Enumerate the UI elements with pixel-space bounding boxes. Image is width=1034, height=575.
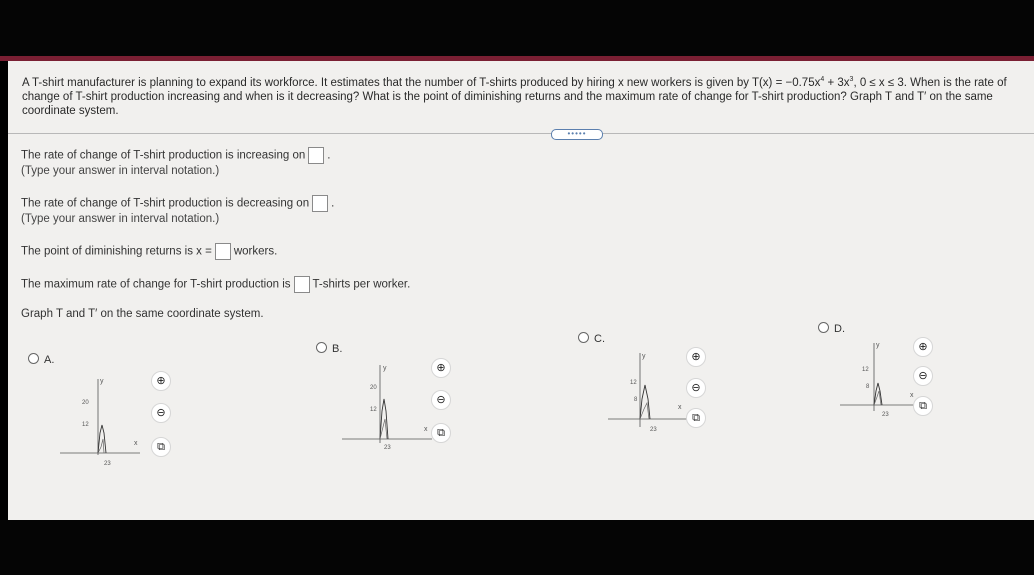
option-b-graph (336, 361, 446, 451)
option-b-zoom-out-icon[interactable]: ⊖ (431, 390, 451, 410)
option-a[interactable]: A. (28, 353, 54, 366)
option-a-graph (50, 373, 150, 468)
option-a-zoom-in-icon[interactable]: ⊕ (151, 371, 171, 391)
diminishing-returns-input[interactable] (215, 243, 231, 260)
option-c-zoom-out-icon[interactable]: ⊖ (686, 378, 706, 398)
option-a-x-tick: 23 (104, 461, 111, 467)
option-a-popout-icon[interactable]: ⧉ (151, 437, 171, 457)
increasing-hint: (Type your answer in interval notation.) (21, 165, 220, 177)
option-b-x-label: x (424, 426, 428, 433)
option-d[interactable]: D. (818, 322, 845, 335)
option-d-x-tick: 23 (882, 412, 889, 418)
option-a-radio[interactable] (28, 353, 39, 364)
increasing-interval-input[interactable] (308, 147, 324, 164)
decreasing-hint: (Type your answer in interval notation.) (21, 213, 220, 225)
expand-more-button[interactable]: ••••• (551, 129, 603, 140)
option-a-y-tick-1: 20 (82, 400, 89, 406)
graph-instruction: Graph T and T′ on the same coordinate system. (21, 308, 264, 320)
option-c-x-label: x (678, 404, 682, 411)
option-b-graph-svg (336, 361, 446, 451)
option-c-y-tick-1: 12 (630, 380, 637, 386)
option-b-popout-icon[interactable]: ⧉ (431, 423, 451, 443)
exponent-3: 3 (849, 76, 854, 83)
option-c-radio[interactable] (578, 332, 589, 343)
option-b[interactable]: B. (316, 342, 342, 355)
option-d-x-label: x (910, 392, 914, 399)
exponent-4: 4 (820, 76, 825, 83)
option-b-x-tick: 23 (384, 445, 391, 451)
option-d-y-label: y (876, 342, 880, 349)
increasing-prompt: The rate of change of T-shirt production is increasing on . (21, 147, 330, 164)
option-b-radio[interactable] (316, 342, 327, 353)
option-d-y-tick-2: 8 (866, 384, 870, 390)
question-part-1: A T-shirt manufacturer is planning to expand its workforce. It estimates that the number of T-shirts produced by hiring x new workers is given by T(x) = −0.75x (22, 76, 821, 89)
option-a-y-label: y (100, 378, 104, 385)
dark-top-border (0, 0, 1034, 57)
dark-bottom-border (0, 520, 1034, 575)
diminishing-returns-prompt: The point of diminishing returns is x = workers. (21, 243, 277, 260)
option-c-y-label: y (642, 353, 646, 360)
option-b-zoom-in-icon[interactable]: ⊕ (431, 358, 451, 378)
option-d-popout-icon[interactable]: ⧉ (913, 396, 933, 416)
option-a-graph-svg (50, 373, 150, 468)
option-c-y-tick-2: 8 (634, 397, 638, 403)
question-page (8, 61, 1034, 520)
option-d-zoom-out-icon[interactable]: ⊖ (913, 366, 933, 386)
decreasing-prompt: The rate of change of T-shirt production is decreasing on . (21, 195, 334, 212)
option-a-x-label: x (134, 440, 138, 447)
option-d-zoom-in-icon[interactable]: ⊕ (913, 337, 933, 357)
option-c-zoom-in-icon[interactable]: ⊕ (686, 347, 706, 367)
option-b-y-label: y (383, 365, 387, 372)
section-divider (8, 133, 1034, 134)
question-part-3: When is the rate of change of T-shirt production increasing and when is it decreasing? What is the point of diminishing returns and the maximum rate of change for T-shirt production? Graph T and T′ on the same coordinate system. (22, 76, 1007, 117)
max-rate-prompt: The maximum rate of change for T-shirt production is T-shirts per worker. (21, 276, 410, 293)
option-b-y-tick-2: 12 (370, 407, 377, 413)
option-a-zoom-out-icon[interactable]: ⊖ (151, 403, 171, 423)
option-d-radio[interactable] (818, 322, 829, 333)
option-c-x-tick: 23 (650, 427, 657, 433)
decreasing-interval-input[interactable] (312, 195, 328, 212)
option-b-y-tick-1: 20 (370, 385, 377, 391)
max-rate-input[interactable] (294, 276, 310, 293)
option-c[interactable]: C. (578, 332, 605, 345)
option-a-y-tick-2: 12 (82, 422, 89, 428)
option-c-popout-icon[interactable]: ⧉ (686, 408, 706, 428)
question-text (22, 73, 1012, 118)
option-d-y-tick-1: 12 (862, 367, 869, 373)
question-part-2: + 3x (824, 76, 850, 89)
question-domain: , 0 ≤ x ≤ 3. (853, 76, 907, 89)
